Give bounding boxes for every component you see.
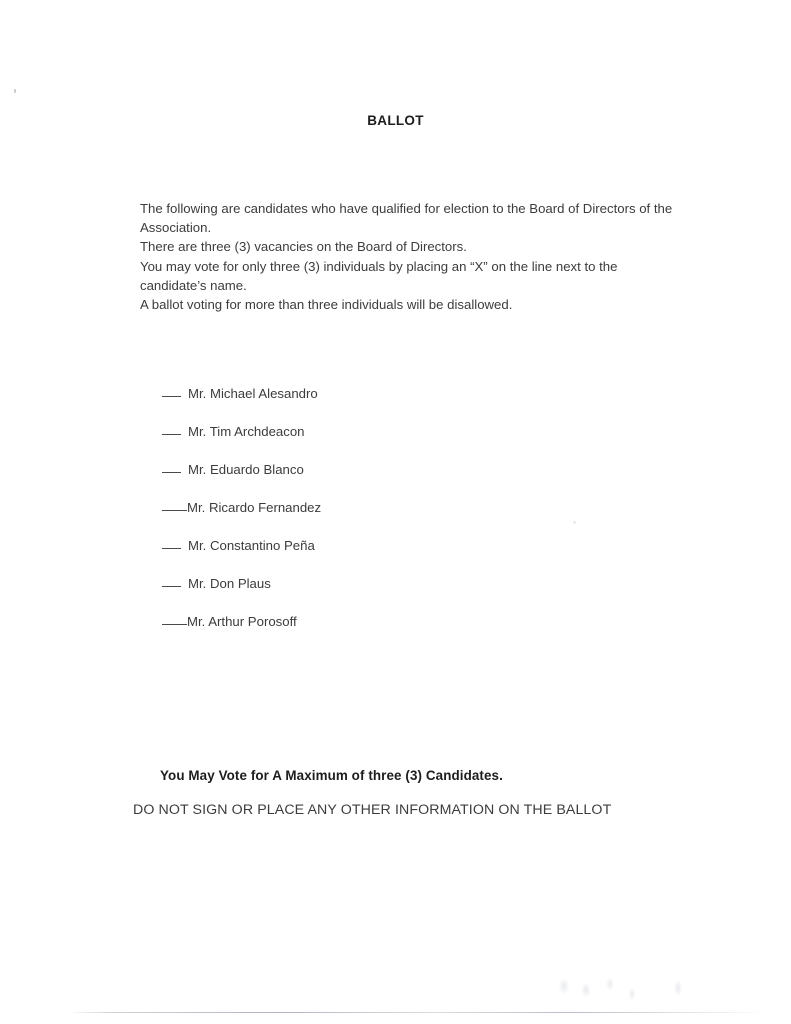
vote-mark-line[interactable] [162,624,187,625]
do-not-sign-notice: DO NOT SIGN OR PLACE ANY OTHER INFORMATION ON THE BALLOT [133,802,612,818]
candidate-list [140,368,660,634]
candidate-row[interactable] [140,482,660,520]
candidate-name: Mr. Tim Archdeacon [187,424,305,439]
scan-smudge-artifact [552,972,712,1010]
candidate-row[interactable] [140,558,660,596]
instruction-line-4: A ballot voting for more than three individuals will be disallowed. [140,297,513,313]
vote-mark-line[interactable] [162,548,181,549]
scan-speck-artifact [573,521,576,524]
instruction-line-3: You may vote for only three (3) individuals by placing an “X” on the line next to the candidate’s name. [140,258,622,293]
scan-speck-artifact [14,89,16,93]
candidate-row[interactable] [140,520,660,558]
candidate-name: Mr. Eduardo Blanco [187,462,304,477]
candidate-name: Mr. Don Plaus [187,576,271,591]
candidate-name: Mr. Ricardo Fernandez [186,500,322,515]
vote-mark-line[interactable] [162,396,181,397]
candidate-row[interactable] [140,596,660,634]
instructions-block [140,199,685,314]
candidate-row[interactable] [140,406,660,444]
maximum-votes-notice: You May Vote for A Maximum of three (3) Candidates. [160,768,503,783]
vote-mark-line[interactable] [162,472,181,473]
candidate-row[interactable] [140,368,660,406]
candidate-row[interactable] [140,444,660,482]
instruction-line-2: There are three (3) vacancies on the Board of Directors. [140,239,467,255]
candidate-name: Mr. Constantino Peña [187,538,315,553]
vote-mark-line[interactable] [162,434,181,435]
page-title: BALLOT [367,113,424,129]
scan-edge-line [68,1012,768,1013]
candidate-name: Mr. Arthur Porosoff [186,614,297,629]
candidate-name: Mr. Michael Alesandro [187,386,318,401]
vote-mark-line[interactable] [162,586,181,587]
instruction-line-1: The following are candidates who have qualified for election to the Board of Directors of the Association. [140,201,676,236]
vote-mark-line[interactable] [162,510,187,511]
